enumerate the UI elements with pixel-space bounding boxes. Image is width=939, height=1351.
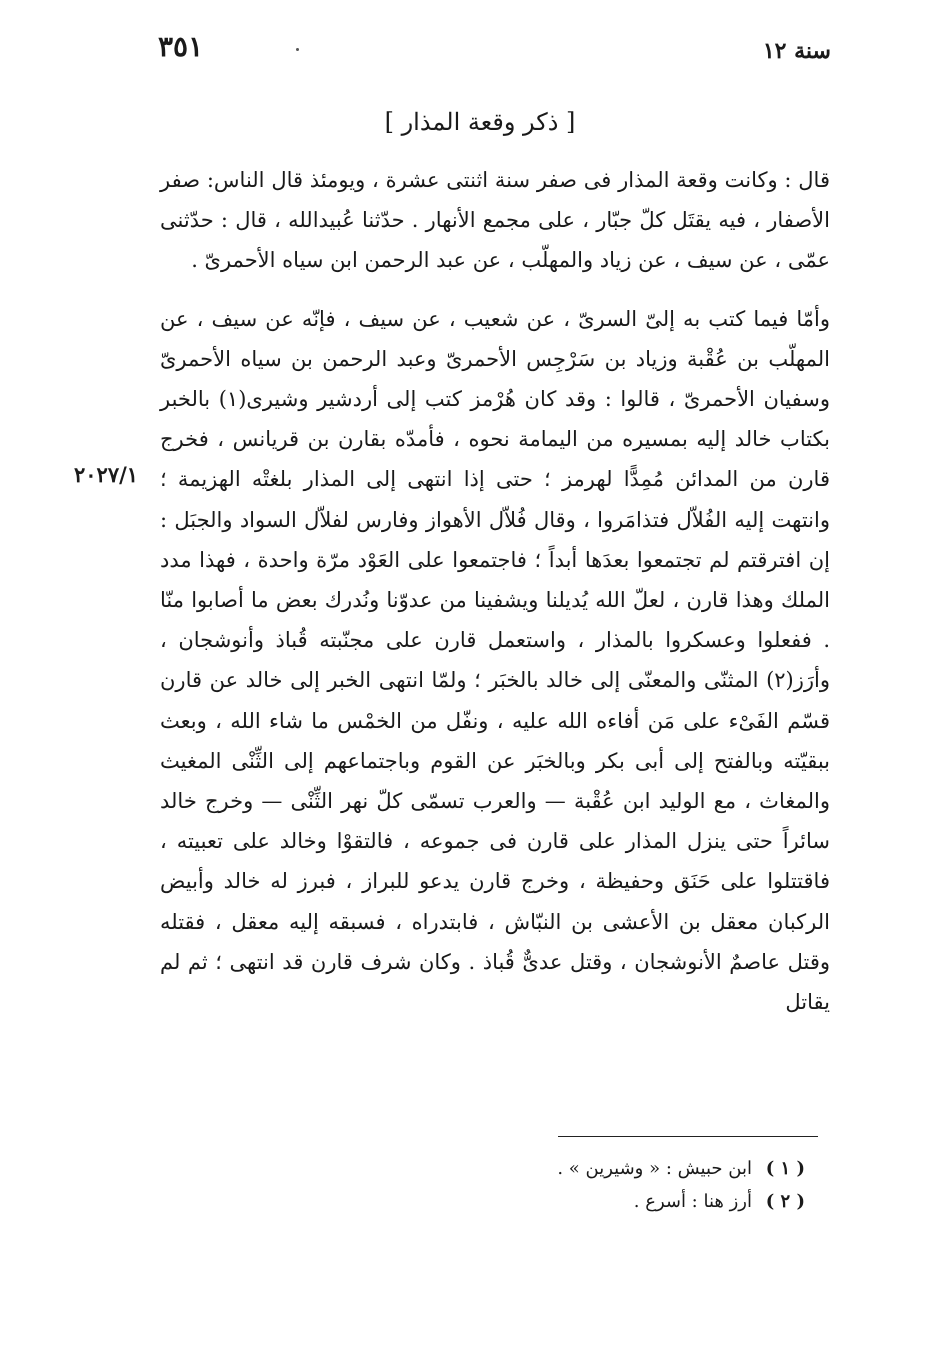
- paragraph: قال : وكانت وقعة المذار فى صفر سنة اثنتى عشرة ، ويومئذ قال الناس: صفر الأصفار ، فيه يقتَل كلّ جبّار ، على مجمع الأنهار . حدّثنا عُبيدالله ، قال : حدّثنى عمّى ، عن سيف ، عن زياد والمهلّب ، عن عبد الرحمن ابن سياه الأحمرىّ .: [160, 168, 830, 273]
- paragraph: وأمّا فيما كتب به إلىّ السرىّ ، عن شعيب ، عن سيف ، فإنّه عن سيف ، عن المهلّب بن عُقْبة وزياد بن سَرْجِس الأحمرىّ وعبد الرحمن بن سياه الأحمرىّ وسفيان الأحمرىّ ، قالوا : وقد كان هُرْمز كتب إلى أردشير وشيرى(١) بالخبر بكتاب خالد إليه بمسيره من اليمامة نحوه ، فأمدّه بقارن بن قريانس ، فخرج قارن من المدائن مُمِدًّا لهرمز ؛ حتى إذا انتهى إلى المذار بلغتْه الهزيمة ؛ وانتهت إليه الفُلاّل فتذامَروا ، وقال فُلاّل الأهواز وفارس لفلاّل السواد والجبَل : إن افترقتم لم تجتمعوا بعدَها أبداً ؛ فاجتمعوا على العَوْد مرّة واحدة ، فهذا مدد الملك وهذا قارن ، لعلّ الله يُديلنا ويشفينا من عدوّنا ونُدرك بعض ما أصابوا منّا . ففعلوا وعسكروا بالمذار ، واستعمل قارن على مجنّبته قُباذ وأنوشجان ، وأرَز(٢) المثنّى والمعنّى إلى خالد بالخبَر ؛ ولمّا انتهى الخبر إلى خالد عن قارن قسّم الفَىْء على مَن أفاءه الله عليه ، ونفّل من الخمْس ما شاء الله ، وبعث ببقيّته وبالفتح إلى أبى بكر وبالخبَر عن القوم وباجتماعهم إلى الثِّنْى المغيث والمغاث ، مع الوليد ابن عُقْبة — والعرب تسمّى كلّ نهر الثِّنْى — وخرج خالد سائراً حتى ينزل المذار على قارن فى جموعه ، فالتقوْا وخالد على تعبيته ، فاقتتلوا على حَنَق وحفيظة ، وخرج قارن يدعو للبراز ، فبرز له خالد وأبيض الركبان معقل بن الأعشى بن النبّاش ، فابتدراه ، فسبقه إليه معقل ، فقتله وقتل عاصمٌ الأنوشجان ، وقتل عدىٌّ قُباذ . وكان شرف قارن قد انتهى ؛ ثم لم يقاتل: [160, 306, 830, 1015]
- main-text: [160, 160, 830, 1022]
- footnote-item: [500, 1185, 805, 1218]
- footnote-item: [500, 1152, 805, 1185]
- footnote-divider: [558, 1136, 818, 1137]
- print-speck: [296, 48, 299, 51]
- footnote-marker: ( ٢ ): [765, 1191, 805, 1212]
- footnote-text: أرز هنا : أسرع .: [633, 1191, 752, 1212]
- section-heading: [ ذكر وقعة المذار ]: [384, 108, 576, 136]
- margin-reference-number: ٢٠٢٧/١: [74, 462, 139, 487]
- footnotes: [500, 1152, 805, 1218]
- running-head: سنة ١٢: [762, 38, 831, 64]
- footnote-marker: ( ١ ): [765, 1158, 805, 1179]
- page-number: ٣٥١: [158, 30, 204, 63]
- footnote-text: ابن حبيش : « وشيرين » .: [557, 1158, 752, 1179]
